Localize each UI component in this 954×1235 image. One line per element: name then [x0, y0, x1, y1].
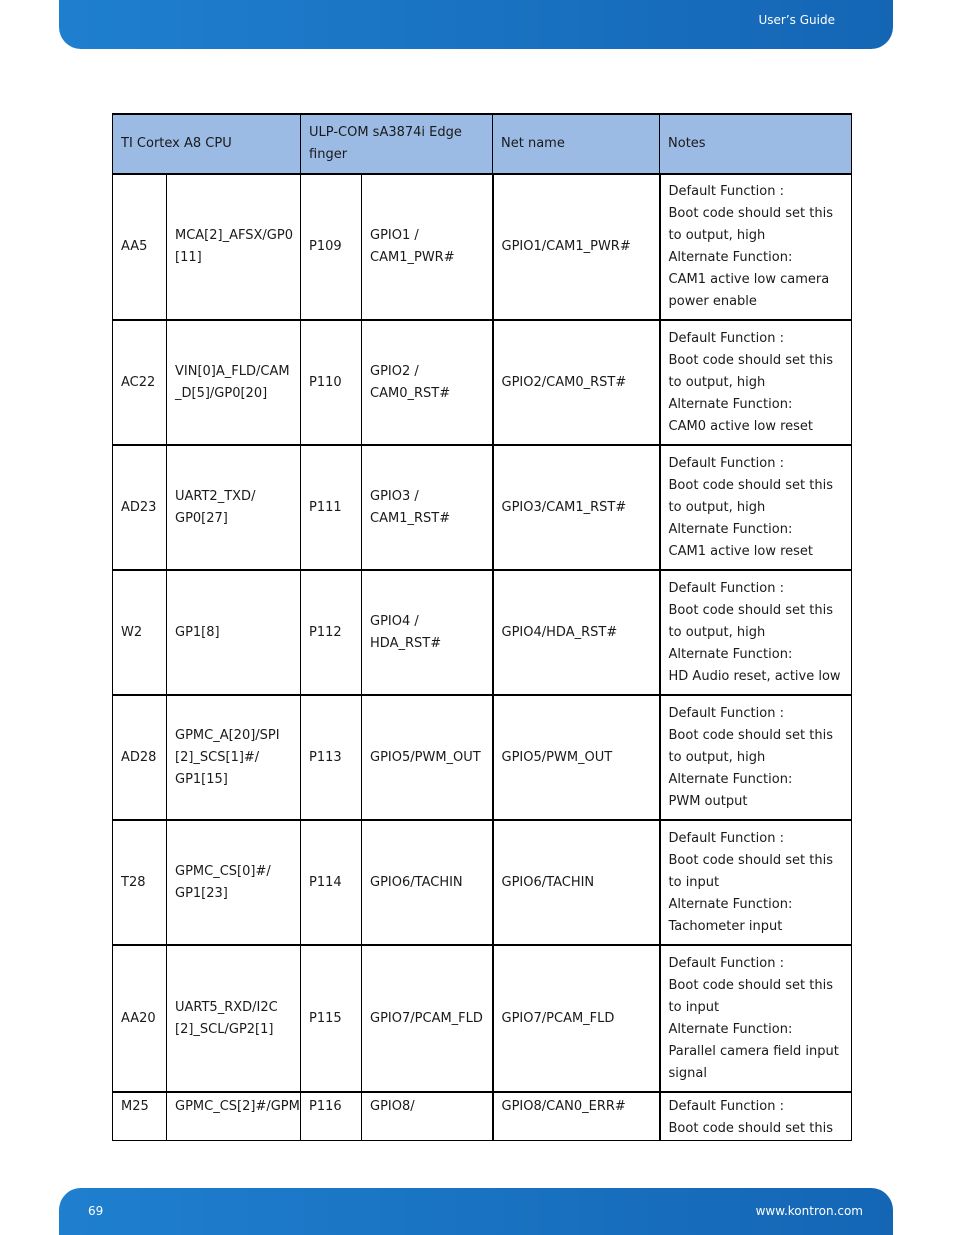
- cell-cpu-signal: UART2_TXD/ GP0[27]: [167, 445, 301, 570]
- cell-edge-signal: GPIO1 / CAM1_PWR#: [362, 174, 493, 320]
- note-line: Alternate Function:: [668, 1021, 793, 1037]
- cell-ball: M25: [113, 1092, 167, 1141]
- note-line: Tachometer input: [668, 918, 783, 934]
- page-number: 69: [88, 1204, 104, 1218]
- cell-edge-signal: GPIO6/TACHIN: [362, 820, 493, 945]
- note-line: HD Audio reset, active low: [668, 668, 841, 684]
- note-line: power enable: [668, 294, 757, 309]
- note-line: PWM output: [668, 793, 748, 809]
- table-row: [113, 945, 852, 1092]
- cell-cpu-signal: GPMC_CS[0]#/ GP1[23]: [167, 820, 301, 945]
- note-line: to output, high: [668, 228, 766, 243]
- header-edge: ULP-COM sA3874i Edge finger: [301, 114, 493, 174]
- cell-cpu-signal: GP1[8]: [167, 570, 301, 695]
- cell-edge-signal: GPIO2 / CAM0_RST#: [362, 320, 493, 445]
- cell-pin: P109: [301, 174, 362, 320]
- cell-cpu-signal: UART5_RXD/I2C [2]_SCL/GP2[1]: [167, 945, 301, 1092]
- cell-net-name: GPIO7/PCAM_FLD: [493, 945, 660, 1092]
- note-line: Boot code should set this: [668, 727, 833, 743]
- note-line: Boot code should set this: [668, 352, 833, 368]
- note-line: Default Function :: [668, 184, 784, 199]
- note-line: Boot code should set this: [668, 852, 833, 868]
- cell-edge-signal: GPIO4 / HDA_RST#: [362, 570, 493, 695]
- note-line: to output, high: [668, 374, 766, 390]
- header-cpu: TI Cortex A8 CPU: [113, 114, 301, 174]
- cell-notes: [660, 1092, 852, 1141]
- table-row: [113, 320, 852, 445]
- table-row: [113, 174, 852, 320]
- header-notes: Notes: [660, 114, 852, 174]
- header-net: Net name: [493, 114, 660, 174]
- note-line: Alternate Function:: [668, 646, 793, 662]
- cell-notes: [660, 320, 852, 445]
- cell-pin: P115: [301, 945, 362, 1092]
- signal-table: [112, 113, 852, 1141]
- cell-pin: P111: [301, 445, 362, 570]
- cell-ball: AA20: [113, 945, 167, 1092]
- note-line: Default Function :: [668, 455, 784, 471]
- note-line: to input: [668, 874, 720, 890]
- note-line: Alternate Function:: [668, 396, 793, 412]
- table-row: [113, 695, 852, 820]
- note-line: to output, high: [668, 749, 766, 765]
- cell-cpu-signal: GPMC_A[20]/SPI [2]_SCS[1]#/ GP1[15]: [167, 695, 301, 820]
- note-line: Alternate Function:: [668, 521, 793, 537]
- note-line: Boot code should set this: [668, 977, 833, 993]
- note-line: Default Function :: [668, 1099, 784, 1114]
- note-line: Alternate Function:: [668, 250, 793, 265]
- table-header-row: [113, 114, 852, 174]
- table-row: [113, 445, 852, 570]
- cell-ball: AD28: [113, 695, 167, 820]
- note-line: CAM1 active low camera: [668, 272, 830, 287]
- cell-notes: [660, 820, 852, 945]
- cell-edge-signal: GPIO5/PWM_OUT: [362, 695, 493, 820]
- note-line: Boot code should set this: [668, 602, 833, 618]
- cell-pin: P112: [301, 570, 362, 695]
- cell-net-name: GPIO3/CAM1_RST#: [493, 445, 660, 570]
- note-line: to output, high: [668, 624, 766, 640]
- note-line: Alternate Function:: [668, 896, 793, 912]
- note-line: Alternate Function:: [668, 771, 793, 787]
- cell-net-name: GPIO5/PWM_OUT: [493, 695, 660, 820]
- cell-net-name: GPIO6/TACHIN: [493, 820, 660, 945]
- cell-cpu-signal: MCA[2]_AFSX/GP0 [11]: [167, 174, 301, 320]
- cell-cpu-signal: GPMC_CS[2]#/GPM: [167, 1092, 301, 1141]
- note-line: CAM0 active low reset: [668, 418, 814, 434]
- note-line: Boot code should set this: [668, 1121, 833, 1136]
- cell-notes: [660, 445, 852, 570]
- cell-ball: T28: [113, 820, 167, 945]
- website-link[interactable]: www.kontron.com: [755, 1204, 863, 1218]
- note-line: Default Function :: [668, 580, 784, 596]
- cell-cpu-signal: VIN[0]A_FLD/CAM _D[5]/GP0[20]: [167, 320, 301, 445]
- cell-edge-signal: GPIO3 / CAM1_RST#: [362, 445, 493, 570]
- cell-pin: P110: [301, 320, 362, 445]
- note-line: Default Function :: [668, 830, 784, 846]
- cell-pin: P113: [301, 695, 362, 820]
- cell-pin: P116: [301, 1092, 362, 1141]
- note-line: to input: [668, 999, 720, 1015]
- cell-edge-signal: GPIO8/: [362, 1092, 493, 1141]
- cell-notes: [660, 174, 852, 320]
- cell-net-name: GPIO8/CAN0_ERR#: [493, 1092, 660, 1141]
- cell-ball: AA5: [113, 174, 167, 320]
- cell-notes: [660, 945, 852, 1092]
- note-line: to output, high: [668, 499, 766, 515]
- cell-ball: W2: [113, 570, 167, 695]
- cell-notes: [660, 695, 852, 820]
- cell-pin: P114: [301, 820, 362, 945]
- cell-edge-signal: GPIO7/PCAM_FLD: [362, 945, 493, 1092]
- note-line: Default Function :: [668, 330, 784, 346]
- note-line: Parallel camera field input: [668, 1043, 839, 1059]
- note-line: CAM1 active low reset: [668, 543, 814, 559]
- cell-net-name: GPIO1/CAM1_PWR#: [493, 174, 660, 320]
- header-banner: [59, 0, 893, 49]
- table-row: [113, 820, 852, 945]
- guide-label: User’s Guide: [758, 13, 835, 27]
- cell-net-name: GPIO2/CAM0_RST#: [493, 320, 660, 445]
- note-line: Default Function :: [668, 705, 784, 721]
- table-row: [113, 570, 852, 695]
- note-line: signal: [668, 1065, 707, 1081]
- cell-ball: AC22: [113, 320, 167, 445]
- note-line: Boot code should set this: [668, 206, 833, 221]
- footer-banner: [59, 1188, 893, 1235]
- cell-notes: [660, 570, 852, 695]
- cell-net-name: GPIO4/HDA_RST#: [493, 570, 660, 695]
- table-row: [113, 1092, 852, 1141]
- note-line: Default Function :: [668, 955, 784, 971]
- cell-ball: AD23: [113, 445, 167, 570]
- note-line: Boot code should set this: [668, 477, 833, 493]
